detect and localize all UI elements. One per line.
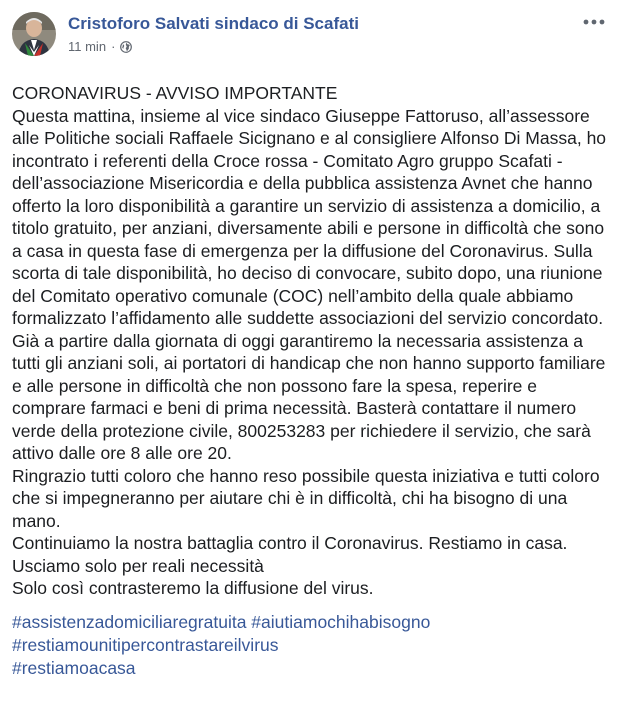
avatar-photo (12, 12, 56, 56)
post-text-line: mano. (12, 510, 61, 531)
post-text-line: del Comitato operativo comunale (COC) nell’ambito della quale abbiamo (12, 285, 574, 306)
hashtag-link[interactable]: #restiamoacasa (12, 657, 136, 678)
post-text-line: verde della protezione civile, 800253283 per richiedere il servizio, che sarà (12, 420, 591, 441)
hashtag-link[interactable]: #restiamounitipercontrastareilvirus (12, 634, 279, 655)
post-text-line: e alle persone in difficoltà che non possono fare la spesa, reperire e (12, 375, 538, 396)
more-horizontal-icon[interactable] (581, 14, 607, 30)
post-text-line: tutti gli anziani soli, ai portatori di handicap che non hanno supporto familiare (12, 353, 606, 373)
hashtag-line (12, 611, 607, 634)
post-body (12, 82, 610, 600)
globe-icon[interactable] (120, 41, 132, 53)
post-text-line: alle Politiche sociali Raffaele Sicignano e al consigliere Alfonso Di Massa, ho (12, 128, 607, 148)
post-text-line: Usciamo solo per reali necessità (12, 555, 264, 576)
post-text-line: scorta di tale disponibilità, ho deciso di convocare, subito dopo, una riunione (12, 263, 603, 283)
post-text-line: Ringrazio tutti coloro che hanno reso possibile questa iniziativa e tutti coloro (12, 465, 600, 486)
hashtag-link[interactable]: #aiutiamochihabisogno (251, 611, 431, 632)
post-meta (68, 39, 359, 55)
hashtag-list (12, 611, 607, 680)
post-text-line: comprare farmaci e beni di prima necessità. Basterà contattare il numero (12, 398, 577, 418)
meta-separator: · (111, 39, 116, 54)
post-text-line: a casa in questa fase di emergenza per la diffusione del Coronavirus. Sulla (12, 240, 593, 261)
hashtag-link[interactable]: #assistenzadomiciliaregratuita (12, 611, 247, 632)
post-text-line: attivo dalle ore 8 alle ore 20. (12, 443, 232, 463)
post-text-line: Solo così contrasteremo la diffusione del virus. (12, 578, 374, 598)
post-text-line: titolo gratuito, per anziani, diversamente abili e persone in difficoltà che sono (12, 218, 605, 238)
post-text-line: offerto la loro disponibilità a garantire un servizio di assistenza a domicilio, a (12, 195, 601, 216)
post-header (12, 12, 607, 64)
post-text-line: Già a partire dalla giornata di oggi garantiremo la necessaria assistenza a (12, 330, 584, 351)
hashtag-line (12, 634, 607, 657)
post-timestamp[interactable]: 11 min (68, 39, 107, 54)
author-name-link[interactable]: Cristoforo Salvati sindaco di Scafati (68, 14, 359, 33)
author-avatar[interactable] (12, 12, 56, 56)
hashtag-line (12, 657, 607, 680)
post-text-line: Continuiamo la nostra battaglia contro il Coronavirus. Restiamo in casa. (12, 533, 568, 553)
post-text-line: incontrato i referenti della Croce rossa - Comitato Agro gruppo Scafati - (12, 150, 563, 171)
post-text-line: Questa mattina, insieme al vice sindaco Giuseppe Fattoruso, all’assessore (12, 105, 590, 126)
post-text-line: formalizzato l’affidamento alle suddette associazioni del servizio concordato. (12, 308, 604, 328)
post-text-line: CORONAVIRUS - AVVISO IMPORTANTE (12, 83, 338, 103)
post-text-line: dell’associazione Misericordia e della pubblica assistenza Avnet che hanno (12, 173, 593, 193)
author-block (68, 12, 359, 55)
post-text-line: che si impegneranno per aiutare chi è in difficoltà, chi ha bisogno di una (12, 488, 568, 508)
